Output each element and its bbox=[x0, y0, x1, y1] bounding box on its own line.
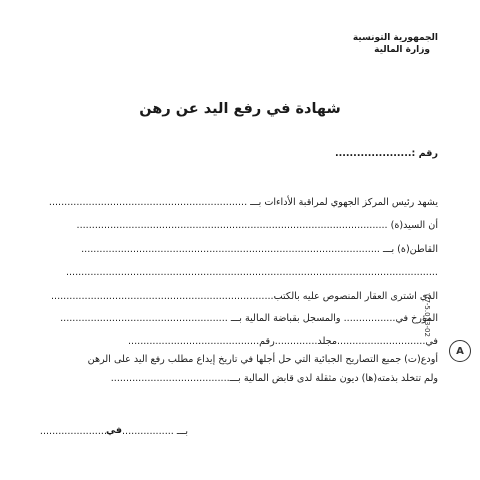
form-code: 07-5.073-02 bbox=[423, 294, 431, 337]
document-title: شهادة في رفع اليد عن رهن bbox=[139, 101, 341, 117]
body-line-property: الذي اشترى العقار المنصوص عليه بالكتب......................................................................... bbox=[50, 291, 438, 302]
body-line-declarations: أودع(ت) جميع التصاريح الجبائية التي حل أجلها في تاريخ إيداع مطلب رفع اليد على الرهن bbox=[87, 354, 438, 365]
header-republic: الجمهورية التونسية bbox=[352, 33, 438, 43]
number-field: رقم :..................... bbox=[334, 148, 438, 159]
body-line-person: أن السيد(ة) ...................................................................................................... bbox=[76, 220, 438, 231]
body-line-volume: في.............................مجلد..............رقم........................................... bbox=[128, 336, 438, 347]
body-line-address: القاطن(ة) بـــ .................................................................................................. bbox=[81, 244, 438, 255]
footer-date-label: في bbox=[106, 425, 122, 436]
body-line-registration: المؤرخ في................. والمسجل بقباضة المالية بـــ ....................................................... bbox=[60, 313, 438, 324]
body-line-center: يشهد رئيس المركز الجهوي لمراقبة الأداءات بـــ ................................................................. bbox=[48, 197, 438, 208]
seal-icon bbox=[449, 340, 471, 362]
seal-letter: A bbox=[456, 345, 464, 357]
footer-place: بـــ ................. bbox=[122, 426, 188, 437]
header-ministry: وزارة المالية bbox=[374, 45, 430, 55]
body-line-blank: .......................................................................................................................... bbox=[65, 267, 438, 278]
body-line-debts: ولم تتخلد بذمته(ها) ديون مثقلة لدى قابض المالية بـــ....................................... bbox=[110, 373, 438, 384]
footer-date-dots: ...................... bbox=[39, 426, 107, 437]
